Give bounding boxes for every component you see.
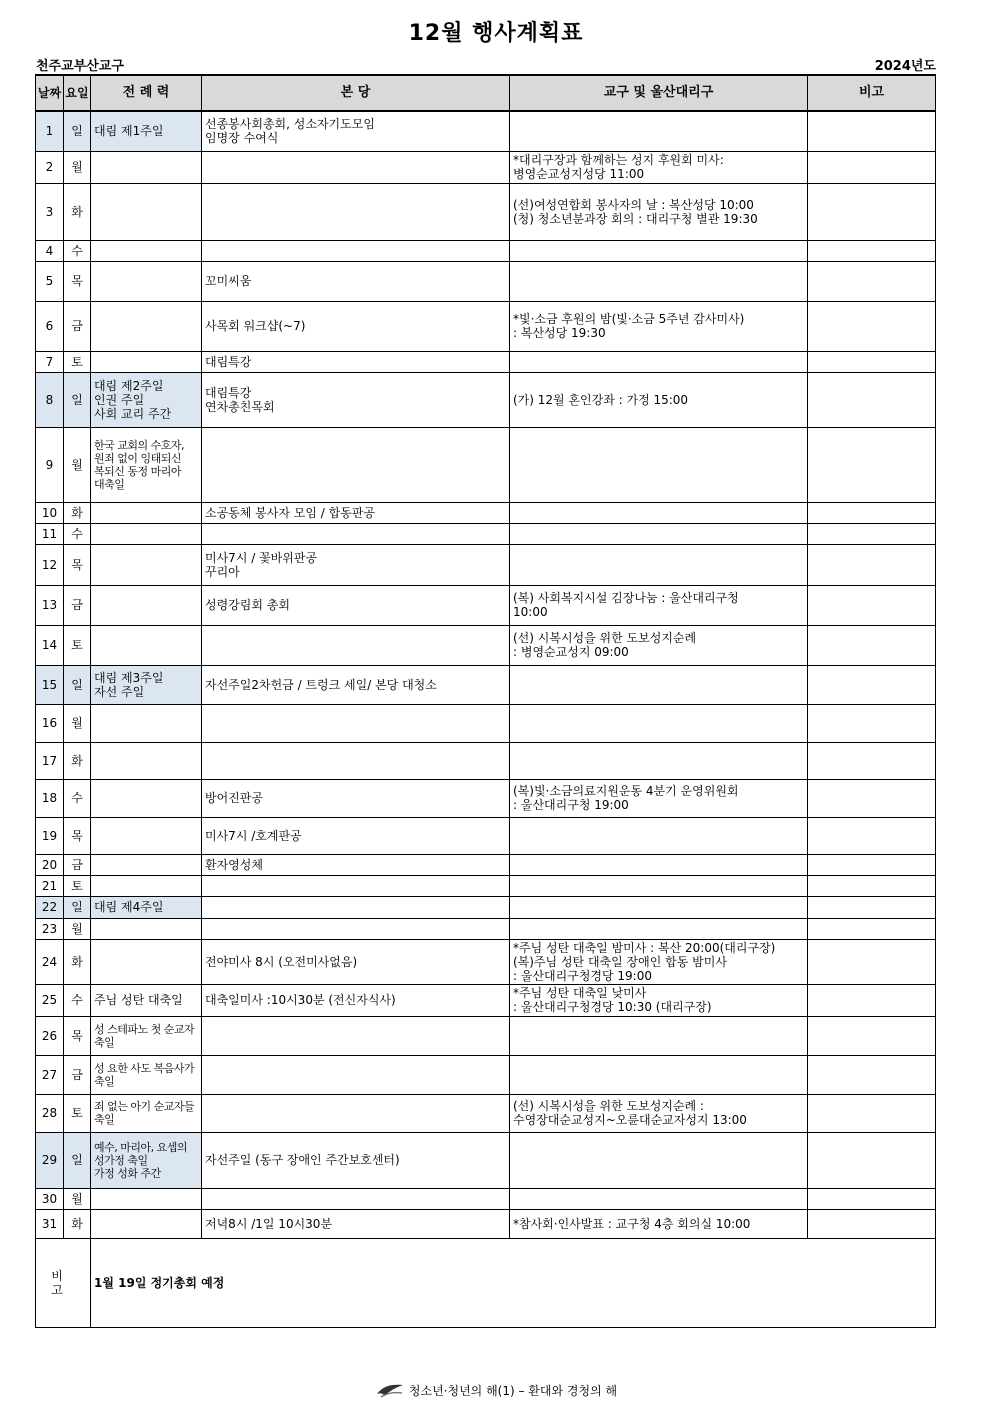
cathedral-cell bbox=[202, 183, 510, 240]
weekday-cell: 금 bbox=[64, 585, 91, 625]
note-cell bbox=[808, 918, 936, 939]
table-header-row bbox=[36, 75, 936, 111]
diocese-cell bbox=[510, 111, 808, 151]
liturgy-line: 축일 bbox=[94, 1113, 115, 1126]
weekday-cell: 화 bbox=[64, 502, 91, 523]
liturgy-cell bbox=[91, 1055, 202, 1094]
liturgy-cell bbox=[91, 1094, 202, 1132]
note-cell bbox=[808, 742, 936, 779]
cathedral-line: 꾸리아 bbox=[205, 564, 240, 579]
cathedral-line: 전야미사 8시 (오전미사없음) bbox=[205, 954, 358, 969]
table-row bbox=[36, 918, 936, 939]
note-cell bbox=[808, 1132, 936, 1188]
table-row bbox=[36, 984, 936, 1016]
diocese-line: : 병영순교성지 09:00 bbox=[513, 645, 629, 659]
cathedral-cell bbox=[202, 896, 510, 918]
diocese-cell bbox=[510, 817, 808, 854]
note-cell bbox=[808, 183, 936, 240]
date-cell: 10 bbox=[36, 502, 64, 523]
date-cell: 22 bbox=[36, 896, 64, 918]
cathedral-cell bbox=[202, 544, 510, 585]
note-cell bbox=[808, 585, 936, 625]
diocese-cell bbox=[510, 502, 808, 523]
cathedral-cell bbox=[202, 1094, 510, 1132]
diocese-cell bbox=[510, 544, 808, 585]
diocese-line: 병영순교성지성당 11:00 bbox=[513, 167, 645, 181]
cathedral-line: 방어진판공 bbox=[205, 791, 263, 805]
weekday-cell: 수 bbox=[64, 523, 91, 544]
weekday-cell: 토 bbox=[64, 1094, 91, 1132]
note-cell bbox=[808, 779, 936, 817]
liturgy-cell bbox=[91, 875, 202, 896]
cathedral-cell bbox=[202, 502, 510, 523]
cathedral-cell bbox=[202, 240, 510, 261]
cathedral-line: 대축일미사 :10시30분 (전신자식사) bbox=[205, 993, 396, 1007]
liturgy-line: 가정 성화 주간 bbox=[94, 1166, 161, 1180]
footer-text: 청소년·청년의 해(1) – 환대와 경청의 해 bbox=[408, 1384, 618, 1398]
note-cell bbox=[808, 1209, 936, 1238]
liturgy-cell bbox=[91, 1209, 202, 1238]
weekday-cell: 월 bbox=[64, 427, 91, 502]
note-cell bbox=[808, 544, 936, 585]
liturgy-line: 대림 제4주일 bbox=[94, 900, 164, 914]
diocese-cell bbox=[510, 625, 808, 665]
liturgy-cell bbox=[91, 301, 202, 351]
diocese-cell bbox=[510, 704, 808, 742]
diocese-line: (선)여성연합회 봉사자의 날 : 복산성당 10:00 bbox=[513, 197, 754, 212]
diocese-cell bbox=[510, 854, 808, 875]
liturgy-line: 복되신 동정 마리아 bbox=[94, 464, 182, 478]
note-cell bbox=[808, 1188, 936, 1209]
header-cathedral: 본 당 bbox=[202, 75, 510, 111]
org-name: 천주교부산교구 bbox=[36, 59, 124, 74]
date-cell: 17 bbox=[36, 742, 64, 779]
liturgy-line: 예수, 마리아, 요셉의 bbox=[94, 1140, 187, 1154]
diocese-line: (복)빛·소금의료지원운동 4분기 운영위원회 bbox=[513, 784, 739, 798]
date-cell: 11 bbox=[36, 523, 64, 544]
note-cell bbox=[808, 817, 936, 854]
diocese-cell bbox=[510, 301, 808, 351]
table-row bbox=[36, 1209, 936, 1238]
header-diocese: 교구 및 울산대리구 bbox=[510, 75, 808, 111]
year-label: 2024년도 bbox=[874, 59, 936, 74]
weekday-cell: 목 bbox=[64, 1016, 91, 1055]
note-cell bbox=[808, 111, 936, 151]
liturgy-cell bbox=[91, 742, 202, 779]
date-cell: 12 bbox=[36, 544, 64, 585]
date-cell: 9 bbox=[36, 427, 64, 502]
note-cell bbox=[808, 625, 936, 665]
cathedral-line: 자선주일 (동구 장애인 주간보호센터) bbox=[205, 1153, 400, 1167]
table-row bbox=[36, 704, 936, 742]
cathedral-line: 저녁8시 /1일 10시30분 bbox=[205, 1216, 333, 1231]
cathedral-line: 사목회 워크샵(~7) bbox=[205, 319, 306, 333]
date-cell: 1 bbox=[36, 111, 64, 151]
header-dow: 요일 bbox=[64, 75, 91, 111]
liturgy-line: 주님 성탄 대축일 bbox=[94, 993, 183, 1007]
date-cell: 27 bbox=[36, 1055, 64, 1094]
note-cell bbox=[808, 939, 936, 984]
date-cell: 19 bbox=[36, 817, 64, 854]
header-note: 비고 bbox=[808, 75, 936, 111]
table-row bbox=[36, 1016, 936, 1055]
note-cell bbox=[808, 261, 936, 301]
cathedral-cell bbox=[202, 351, 510, 372]
note-cell bbox=[808, 240, 936, 261]
cathedral-cell bbox=[202, 779, 510, 817]
liturgy-cell bbox=[91, 704, 202, 742]
diocese-cell bbox=[510, 261, 808, 301]
cathedral-line: 대림특강 bbox=[205, 354, 252, 369]
cathedral-cell bbox=[202, 1016, 510, 1055]
table-row bbox=[36, 742, 936, 779]
weekday-cell: 토 bbox=[64, 351, 91, 372]
weekday-cell: 일 bbox=[64, 1132, 91, 1188]
note-cell bbox=[808, 523, 936, 544]
date-cell: 31 bbox=[36, 1209, 64, 1238]
table-row bbox=[36, 372, 936, 427]
cathedral-cell bbox=[202, 1209, 510, 1238]
liturgy-cell bbox=[91, 1188, 202, 1209]
table-row bbox=[36, 261, 936, 301]
weekday-cell: 목 bbox=[64, 544, 91, 585]
liturgy-line: 대림 제1주일 bbox=[94, 124, 164, 139]
cathedral-cell bbox=[202, 585, 510, 625]
header-day: 날짜 bbox=[36, 75, 64, 111]
date-cell: 14 bbox=[36, 625, 64, 665]
liturgy-cell bbox=[91, 625, 202, 665]
note-cell bbox=[808, 1016, 936, 1055]
weekday-cell: 일 bbox=[64, 896, 91, 918]
table-row bbox=[36, 779, 936, 817]
cathedral-cell bbox=[202, 523, 510, 544]
table-row bbox=[36, 1094, 936, 1132]
table-row bbox=[36, 523, 936, 544]
diocese-cell bbox=[510, 1016, 808, 1055]
cathedral-line: 선종봉사회총회, 성소자기도모임 bbox=[205, 117, 375, 132]
date-cell: 29 bbox=[36, 1132, 64, 1188]
cathedral-line: 환자영성체 bbox=[205, 857, 263, 872]
bird-logo-icon bbox=[375, 1382, 405, 1401]
date-cell: 24 bbox=[36, 939, 64, 984]
liturgy-cell bbox=[91, 585, 202, 625]
diocese-line: (복) 사회복지시설 김장나눔 : 울산대리구청 bbox=[513, 591, 739, 605]
table-row bbox=[36, 585, 936, 625]
diocese-cell bbox=[510, 1094, 808, 1132]
date-cell: 13 bbox=[36, 585, 64, 625]
schedule-table bbox=[35, 74, 936, 1328]
liturgy-cell bbox=[91, 665, 202, 704]
note-cell bbox=[808, 427, 936, 502]
note-cell bbox=[808, 351, 936, 372]
cathedral-cell bbox=[202, 665, 510, 704]
liturgy-cell bbox=[91, 240, 202, 261]
liturgy-line: 성 스테파노 첫 순교자 bbox=[94, 1022, 195, 1036]
note-cell bbox=[808, 704, 936, 742]
table-row bbox=[36, 817, 936, 854]
date-cell: 8 bbox=[36, 372, 64, 427]
diocese-cell bbox=[510, 918, 808, 939]
date-cell: 3 bbox=[36, 183, 64, 240]
weekday-cell: 금 bbox=[64, 854, 91, 875]
date-cell: 23 bbox=[36, 918, 64, 939]
date-cell: 4 bbox=[36, 240, 64, 261]
diocese-cell bbox=[510, 742, 808, 779]
diocese-cell bbox=[510, 372, 808, 427]
cathedral-cell bbox=[202, 1055, 510, 1094]
remarks-label: 비 고 bbox=[36, 1238, 91, 1327]
table-row bbox=[36, 665, 936, 704]
diocese-cell bbox=[510, 779, 808, 817]
diocese-cell bbox=[510, 1209, 808, 1238]
cathedral-cell bbox=[202, 151, 510, 183]
cathedral-cell bbox=[202, 111, 510, 151]
liturgy-cell bbox=[91, 372, 202, 427]
cathedral-cell bbox=[202, 854, 510, 875]
note-cell bbox=[808, 875, 936, 896]
diocese-line: 10:00 bbox=[513, 605, 548, 619]
cathedral-line: 연차총친목회 bbox=[205, 399, 275, 414]
cathedral-cell bbox=[202, 372, 510, 427]
liturgy-line: 원죄 없이 잉태되신 bbox=[94, 451, 182, 465]
footer bbox=[0, 1382, 992, 1401]
weekday-cell: 화 bbox=[64, 183, 91, 240]
table-row bbox=[36, 854, 936, 875]
note-cell bbox=[808, 984, 936, 1016]
date-cell: 25 bbox=[36, 984, 64, 1016]
table-row bbox=[36, 301, 936, 351]
date-cell: 5 bbox=[36, 261, 64, 301]
note-cell bbox=[808, 1094, 936, 1132]
weekday-cell: 토 bbox=[64, 625, 91, 665]
cathedral-cell bbox=[202, 939, 510, 984]
note-cell bbox=[808, 665, 936, 704]
diocese-cell bbox=[510, 665, 808, 704]
liturgy-line: 성가정 축일 bbox=[94, 1153, 148, 1167]
diocese-cell bbox=[510, 183, 808, 240]
weekday-cell: 일 bbox=[64, 111, 91, 151]
table-row bbox=[36, 896, 936, 918]
date-cell: 21 bbox=[36, 875, 64, 896]
liturgy-line: 한국 교회의 수호자, bbox=[94, 438, 184, 452]
liturgy-line: 사회 교리 주간 bbox=[94, 406, 172, 421]
weekday-cell: 화 bbox=[64, 939, 91, 984]
weekday-cell: 월 bbox=[64, 151, 91, 183]
weekday-cell: 목 bbox=[64, 817, 91, 854]
date-cell: 26 bbox=[36, 1016, 64, 1055]
diocese-line: 수영장대순교성지~오륜대순교자성지 13:00 bbox=[513, 1113, 747, 1127]
note-cell bbox=[808, 301, 936, 351]
cathedral-line: 미사7시 / 꽃바위판공 bbox=[205, 550, 318, 565]
liturgy-cell bbox=[91, 779, 202, 817]
diocese-cell bbox=[510, 896, 808, 918]
table-row bbox=[36, 111, 936, 151]
diocese-cell bbox=[510, 523, 808, 544]
weekday-cell: 금 bbox=[64, 301, 91, 351]
date-cell: 7 bbox=[36, 351, 64, 372]
weekday-cell: 수 bbox=[64, 779, 91, 817]
cathedral-cell bbox=[202, 625, 510, 665]
cathedral-line: 성령강림회 총회 bbox=[205, 598, 290, 612]
liturgy-cell bbox=[91, 111, 202, 151]
remarks-row bbox=[36, 1238, 936, 1327]
cathedral-cell bbox=[202, 427, 510, 502]
weekday-cell: 화 bbox=[64, 742, 91, 779]
diocese-cell bbox=[510, 1132, 808, 1188]
table-row bbox=[36, 351, 936, 372]
table-row bbox=[36, 939, 936, 984]
diocese-cell bbox=[510, 875, 808, 896]
weekday-cell: 수 bbox=[64, 240, 91, 261]
liturgy-cell bbox=[91, 939, 202, 984]
liturgy-line: 대축일 bbox=[94, 477, 125, 491]
note-cell bbox=[808, 372, 936, 427]
diocese-cell bbox=[510, 984, 808, 1016]
date-cell: 6 bbox=[36, 301, 64, 351]
liturgy-cell bbox=[91, 1132, 202, 1188]
diocese-line: *대리구장과 함께하는 성지 후원회 미사: bbox=[513, 153, 724, 167]
diocese-line: (선) 시복시성을 위한 도보성지순례 bbox=[513, 631, 697, 645]
liturgy-cell bbox=[91, 151, 202, 183]
table-row bbox=[36, 427, 936, 502]
diocese-line: : 울산대리구청 19:00 bbox=[513, 798, 629, 812]
liturgy-line: 대림 제2주일 bbox=[94, 378, 164, 393]
diocese-cell bbox=[510, 427, 808, 502]
table-row bbox=[36, 1055, 936, 1094]
table-row bbox=[36, 240, 936, 261]
table-row bbox=[36, 502, 936, 523]
diocese-line: : 울산대리구청경당 10:30 (대리구장) bbox=[513, 1000, 712, 1014]
date-cell: 28 bbox=[36, 1094, 64, 1132]
diocese-line: (선) 시복시성을 위한 도보성지순례 : bbox=[513, 1099, 704, 1113]
liturgy-line: 인권 주일 bbox=[94, 392, 145, 407]
note-cell bbox=[808, 1055, 936, 1094]
cathedral-cell bbox=[202, 875, 510, 896]
cathedral-line: 자선주일2차헌금 / 트렁크 세일/ 본당 대청소 bbox=[205, 677, 437, 692]
cathedral-cell bbox=[202, 1132, 510, 1188]
diocese-line: (청) 청소년분과장 회의 : 대리구청 별관 19:30 bbox=[513, 211, 758, 226]
cathedral-line: 꼬미씨움 bbox=[205, 274, 252, 288]
weekday-cell: 월 bbox=[64, 1188, 91, 1209]
date-cell: 20 bbox=[36, 854, 64, 875]
liturgy-cell bbox=[91, 427, 202, 502]
liturgy-cell bbox=[91, 817, 202, 854]
table-row bbox=[36, 183, 936, 240]
cathedral-cell bbox=[202, 261, 510, 301]
note-cell bbox=[808, 502, 936, 523]
liturgy-line: 자선 주일 bbox=[94, 684, 145, 699]
table-row bbox=[36, 875, 936, 896]
weekday-cell: 목 bbox=[64, 261, 91, 301]
note-cell bbox=[808, 854, 936, 875]
liturgy-line: 죄 없는 아기 순교자들 bbox=[94, 1100, 195, 1113]
diocese-line: *주님 성탄 대축일 낮미사 bbox=[513, 986, 647, 1000]
diocese-cell bbox=[510, 1055, 808, 1094]
diocese-cell bbox=[510, 939, 808, 984]
weekday-cell: 수 bbox=[64, 984, 91, 1016]
liturgy-cell bbox=[91, 523, 202, 544]
liturgy-line: 대림 제3주일 bbox=[94, 670, 164, 685]
diocese-line: : 울산대리구청경당 19:00 bbox=[513, 968, 652, 983]
weekday-cell: 일 bbox=[64, 372, 91, 427]
liturgy-cell bbox=[91, 544, 202, 585]
diocese-cell bbox=[510, 1188, 808, 1209]
date-cell: 30 bbox=[36, 1188, 64, 1209]
diocese-line: *참사회·인사발표 : 교구청 4층 회의실 10:00 bbox=[513, 1216, 751, 1231]
date-cell: 18 bbox=[36, 779, 64, 817]
weekday-cell: 일 bbox=[64, 665, 91, 704]
date-cell: 2 bbox=[36, 151, 64, 183]
cathedral-cell bbox=[202, 918, 510, 939]
liturgy-cell bbox=[91, 502, 202, 523]
table-row bbox=[36, 625, 936, 665]
diocese-cell bbox=[510, 351, 808, 372]
diocese-line: : 복산성당 19:30 bbox=[513, 326, 606, 340]
diocese-cell bbox=[510, 240, 808, 261]
liturgy-cell bbox=[91, 1016, 202, 1055]
liturgy-cell bbox=[91, 351, 202, 372]
liturgy-line: 축일 bbox=[94, 1074, 115, 1088]
diocese-cell bbox=[510, 151, 808, 183]
cathedral-line: 미사7시 /호계판공 bbox=[205, 828, 302, 843]
date-cell: 15 bbox=[36, 665, 64, 704]
header-liturgy: 전 례 력 bbox=[91, 75, 202, 111]
cathedral-line: 대림특강 bbox=[205, 385, 252, 400]
diocese-line: *주님 성탄 대축일 밤미사 : 복산 20:00(대리구장) bbox=[513, 940, 776, 955]
liturgy-cell bbox=[91, 896, 202, 918]
weekday-cell: 토 bbox=[64, 875, 91, 896]
cathedral-cell bbox=[202, 984, 510, 1016]
cathedral-cell bbox=[202, 1188, 510, 1209]
diocese-cell bbox=[510, 585, 808, 625]
weekday-cell: 월 bbox=[64, 704, 91, 742]
page-title: 12월 행사계획표 bbox=[408, 21, 584, 46]
remarks-text: 1월 19일 정기총회 예정 bbox=[91, 1238, 936, 1327]
note-cell bbox=[808, 896, 936, 918]
table-row bbox=[36, 151, 936, 183]
cathedral-cell bbox=[202, 704, 510, 742]
weekday-cell: 월 bbox=[64, 918, 91, 939]
diocese-line: (가) 12월 혼인강좌 : 가정 15:00 bbox=[513, 392, 689, 407]
schedule-body bbox=[36, 111, 936, 1238]
liturgy-cell bbox=[91, 183, 202, 240]
table-row bbox=[36, 1188, 936, 1209]
liturgy-cell bbox=[91, 918, 202, 939]
liturgy-cell bbox=[91, 261, 202, 301]
liturgy-line: 축일 bbox=[94, 1035, 115, 1049]
cathedral-cell bbox=[202, 742, 510, 779]
cathedral-cell bbox=[202, 817, 510, 854]
diocese-line: *빛·소금 후원의 밤(빛·소금 5주년 감사미사) bbox=[513, 312, 745, 326]
note-cell bbox=[808, 151, 936, 183]
liturgy-cell bbox=[91, 984, 202, 1016]
cathedral-line: 임명장 수여식 bbox=[205, 131, 279, 146]
diocese-line: (복)주님 성탄 대축일 장애인 합동 밤미사 bbox=[513, 954, 727, 969]
weekday-cell: 금 bbox=[64, 1055, 91, 1094]
liturgy-cell bbox=[91, 854, 202, 875]
date-cell: 16 bbox=[36, 704, 64, 742]
liturgy-line: 성 요한 사도 복음사가 bbox=[94, 1061, 195, 1075]
cathedral-cell bbox=[202, 301, 510, 351]
table-row bbox=[36, 544, 936, 585]
cathedral-line: 소공동체 봉사자 모임 / 합동판공 bbox=[205, 505, 375, 520]
weekday-cell: 화 bbox=[64, 1209, 91, 1238]
table-row bbox=[36, 1132, 936, 1188]
